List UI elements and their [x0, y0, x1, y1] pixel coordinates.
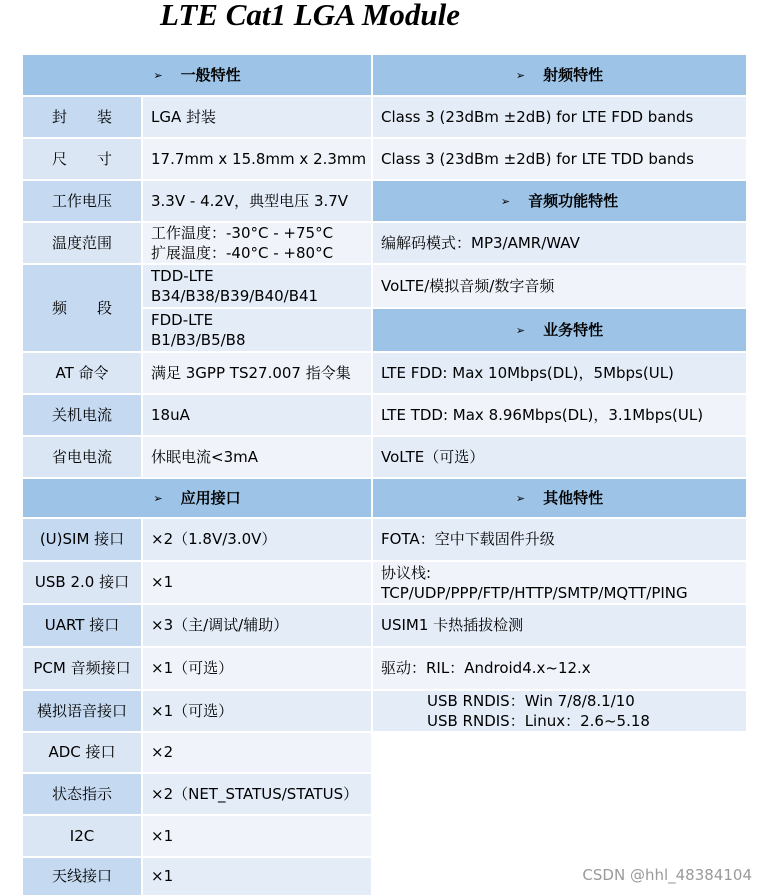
value-temperature: [143, 223, 371, 263]
value-antenna: ×1: [143, 858, 371, 895]
label-pcm: PCM 音频接口: [23, 648, 141, 689]
service-lte-tdd: LTE TDD: Max 8.96Mbps(DL)，3.1Mbps(UL): [373, 395, 746, 435]
value-adc: ×2: [143, 733, 371, 772]
arrow-bullet-icon: ➢: [515, 491, 526, 505]
value-at-command: 满足 3GPP TS27.007 指令集: [143, 353, 371, 393]
arrow-bullet-icon: ➢: [153, 491, 163, 505]
rf-fdd: Class 3 (23dBm ±2dB) for LTE FDD bands: [373, 97, 746, 137]
value-package: LGA 封装: [143, 97, 371, 137]
value-voltage: 3.3V - 4.2V，典型电压 3.7V: [143, 181, 371, 221]
label-usb: USB 2.0 接口: [23, 562, 141, 603]
value-uart: ×3（主/调试/辅助）: [143, 605, 371, 646]
label-adc: ADC 接口: [23, 733, 141, 772]
service-features-header: ➢ 业务特性: [373, 309, 746, 351]
value-shutdown-current: 18uA: [143, 395, 371, 435]
rf-tdd: Class 3 (23dBm ±2dB) for LTE TDD bands: [373, 139, 746, 179]
label-shutdown-current: 关机电流: [23, 395, 141, 435]
other-usb-rndis: USB RNDIS：Win 7/8/8.1/10 USB RNDIS：Linux：2.6~5.18: [373, 691, 746, 731]
service-lte-fdd: LTE FDD: Max 10Mbps(DL)，5Mbps(UL): [373, 353, 746, 393]
other-driver-ril: 驱动：RIL：Android4.x~12.x: [373, 648, 746, 689]
value-size: 17.7mm x 15.8mm x 2.3mm: [143, 139, 371, 179]
value-bands-tdd: TDD-LTE B34/B38/B39/B40/B41: [143, 265, 371, 307]
other-usim-hotplug: USIM1 卡热插拔检测: [373, 605, 746, 646]
arrow-bullet-icon: ➢: [153, 68, 163, 82]
label-i2c: I2C: [23, 816, 141, 856]
other-fota: FOTA：空中下载固件升级: [373, 519, 746, 560]
arrow-bullet-icon: ➢: [515, 323, 526, 337]
label-temperature: 温度范围: [23, 223, 141, 263]
label-size: 尺 寸: [23, 139, 141, 179]
label-status: 状态指示: [23, 774, 141, 814]
temp-operating: 工作温度：-30°C - +75°C: [151, 224, 334, 242]
label-antenna: 天线接口: [23, 858, 141, 895]
general-features-header: ➢ 一般特性: [23, 55, 371, 95]
value-bands-fdd: FDD-LTE B1/B3/B5/B8: [143, 309, 371, 351]
temp-extended: 扩展温度：-40°C - +80°C: [151, 244, 334, 262]
label-usim: (U)SIM 接口: [23, 519, 141, 560]
interface-header: ➢ 应用接口: [23, 479, 371, 517]
rf-features-header: ➢ 射频特性: [373, 55, 746, 95]
audio-features-header: ➢ 音频功能特性: [373, 181, 746, 221]
value-status: ×2（NET_STATUS/STATUS）: [143, 774, 371, 814]
audio-codec: 编解码模式：MP3/AMR/WAV: [373, 223, 746, 263]
service-volte: VoLTE（可选）: [373, 437, 746, 477]
label-analog-voice: 模拟语音接口: [23, 691, 141, 731]
value-sleep-current: 休眠电流<3mA: [143, 437, 371, 477]
label-package: 封 装: [23, 97, 141, 137]
label-bands: 频 段: [23, 265, 141, 351]
watermark: CSDN @hhl_48384104: [582, 866, 752, 884]
label-sleep-current: 省电电流: [23, 437, 141, 477]
audio-volte: VoLTE/模拟音频/数字音频: [373, 265, 746, 307]
page-title: LTE Cat1 LGA Module: [160, 0, 460, 32]
value-pcm: ×1（可选）: [143, 648, 371, 689]
arrow-bullet-icon: ➢: [515, 68, 526, 82]
value-usb: ×1: [143, 562, 371, 603]
other-features-header: ➢ 其他特性: [373, 479, 746, 517]
label-voltage: 工作电压: [23, 181, 141, 221]
value-analog-voice: ×1（可选）: [143, 691, 371, 731]
arrow-bullet-icon: ➢: [500, 194, 511, 208]
label-uart: UART 接口: [23, 605, 141, 646]
value-usim: ×2（1.8V/3.0V）: [143, 519, 371, 560]
other-protocol-stack: 协议栈: TCP/UDP/PPP/FTP/HTTP/SMTP/MQTT/PING: [373, 562, 746, 603]
value-i2c: ×1: [143, 816, 371, 856]
label-at-command: AT 命令: [23, 353, 141, 393]
